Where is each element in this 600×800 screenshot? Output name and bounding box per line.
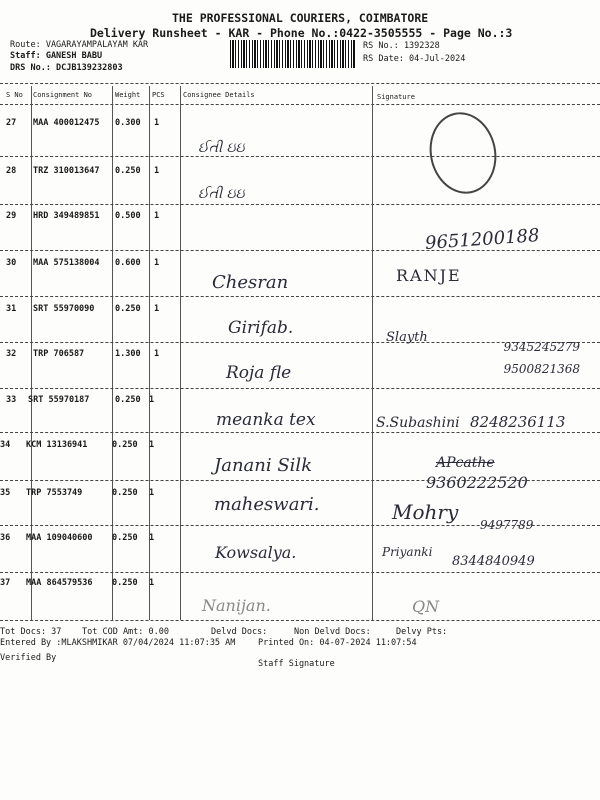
column-line: [180, 86, 181, 620]
handwritten-signature: QN: [412, 597, 440, 616]
staff-label: Staff: GANESH BABU: [10, 51, 103, 61]
divider: [0, 104, 600, 105]
row-divider: [0, 204, 600, 205]
handwritten-consignee: Kowsalya.: [215, 543, 297, 562]
delivered-docs: Delvd Docs:: [211, 627, 268, 637]
row-sno: 37: [0, 578, 11, 588]
handwritten-phone: 9651200188: [424, 225, 541, 254]
printed-on: Printed On: 04-07-2024 11:07:54: [258, 638, 417, 648]
row-consignment: SRT 55970187: [28, 395, 90, 405]
handwritten-signature: Slayth: [386, 330, 428, 345]
runsheet-subtitle: Delivery Runsheet - KAR - Phone No.:0422-3505555 - Page No.:3: [90, 26, 513, 40]
handwritten-phone: 9497789: [480, 518, 534, 532]
row-divider: [0, 620, 600, 621]
handwritten-consignee: Roja fle: [226, 363, 292, 383]
row-consignment: MAA 400012475: [33, 118, 100, 128]
row-weight: 0.250: [112, 578, 138, 588]
row-pcs: 1: [154, 258, 160, 268]
row-weight: 0.300: [115, 118, 141, 128]
handwritten-phone: 9345245279 9500821368: [503, 340, 580, 376]
row-pcs: 1: [154, 211, 160, 221]
row-divider: [0, 296, 600, 297]
verified-by: Verified By: [0, 653, 57, 663]
handwritten-signature: Priyanki: [382, 545, 433, 559]
column-line: [372, 86, 373, 620]
row-pcs: 1: [149, 488, 155, 498]
row-divider: [0, 432, 600, 433]
handwritten-consignee: maheswari.: [214, 494, 320, 515]
row-weight: 0.250: [115, 304, 141, 314]
row-weight: 0.250: [112, 533, 138, 543]
handwritten-signature: S.Subashini: [376, 415, 460, 431]
row-weight: 0.600: [115, 258, 141, 268]
route-label: Route: VAGARAYAMPALAYAM KAR: [10, 40, 149, 50]
row-divider: [0, 250, 600, 251]
handwritten-consignee: meanka tex: [216, 410, 316, 430]
row-consignment: MAA 109040600: [26, 533, 93, 543]
row-divider: [0, 480, 600, 481]
row-weight: 0.250: [115, 395, 141, 405]
col-consignee: Consignee Details: [183, 91, 255, 99]
row-sno: 33: [6, 395, 17, 405]
row-pcs: 1: [154, 166, 160, 176]
col-pcs: PCS: [152, 91, 165, 99]
row-weight: 0.250: [112, 440, 138, 450]
company-title: THE PROFESSIONAL COURIERS, COIMBATORE: [172, 11, 429, 25]
handwritten-signature: APcathe: [436, 455, 495, 471]
row-divider: [0, 388, 600, 389]
row-consignment: TRP 706587: [33, 349, 85, 359]
barcode: [230, 40, 356, 68]
row-weight: 0.500: [115, 211, 141, 221]
row-consignment: HRD 349489851: [33, 211, 100, 221]
row-sno: 32: [6, 349, 17, 359]
row-pcs: 1: [149, 440, 155, 450]
handwritten-consignee: ઈતી ઇઇ: [198, 186, 245, 202]
row-consignment: MAA 864579536: [26, 578, 93, 588]
handwritten-signature: Mohry: [392, 500, 459, 524]
row-consignment: TRZ 310013647: [33, 166, 100, 176]
handwritten-consignee: Nanijan.: [202, 596, 271, 615]
row-sno: 27: [6, 118, 17, 128]
row-weight: 0.250: [115, 166, 141, 176]
delivery-points: Delvy Pts:: [396, 627, 448, 637]
row-weight: 1.300: [115, 349, 141, 359]
handwritten-signature: RANJE: [396, 266, 462, 285]
row-sno: 29: [6, 211, 17, 221]
row-consignment: KCM 13136941: [26, 440, 88, 450]
row-consignment: MAA 575138004: [33, 258, 100, 268]
total-docs: Tot Docs: 37: [0, 627, 62, 637]
staff-signature: Staff Signature: [258, 659, 335, 669]
handwritten-consignee: ઈતી ઇઇ: [198, 140, 245, 156]
row-pcs: 1: [149, 533, 155, 543]
rs-number: RS No.: 1392328: [363, 41, 440, 51]
row-weight: 0.250: [112, 488, 138, 498]
handwritten-consignee: Chesran: [212, 272, 289, 293]
row-sno: 31: [6, 304, 17, 314]
col-sno: S No: [6, 91, 23, 99]
total-cod-amount: Tot COD Amt: 0.00: [82, 627, 169, 637]
stamp-seal: [422, 106, 504, 200]
row-divider: [0, 525, 600, 526]
row-sno: 36: [0, 533, 11, 543]
row-pcs: 1: [154, 118, 160, 128]
handwritten-phone: 8248236113: [470, 413, 566, 431]
row-divider: [0, 572, 600, 573]
handwritten-phone: 8344840949: [452, 554, 535, 569]
divider: [0, 83, 600, 84]
row-consignment: TRP 7553749: [26, 488, 83, 498]
row-consignment: SRT 55970090: [33, 304, 95, 314]
row-pcs: 1: [149, 578, 155, 588]
col-signature: Signature: [377, 93, 415, 101]
row-sno: 28: [6, 166, 17, 176]
row-pcs: 1: [149, 395, 155, 405]
handwritten-consignee: Girifab.: [228, 318, 294, 338]
row-divider: [0, 156, 600, 157]
row-pcs: 1: [154, 349, 160, 359]
row-sno: 34: [0, 440, 11, 450]
col-consignment: Consignment No: [33, 91, 93, 99]
rs-date: RS Date: 04-Jul-2024: [363, 54, 466, 64]
non-delivered-docs: Non Delvd Docs:: [294, 627, 371, 637]
entered-by: Entered By :MLAKSHMIKAR 07/04/2024 11:07:35 AM: [0, 638, 236, 648]
row-pcs: 1: [154, 304, 160, 314]
drs-number: DRS No.: DCJB139232803: [10, 63, 123, 73]
row-sno: 30: [6, 258, 17, 268]
col-weight: Weight: [115, 91, 141, 99]
handwritten-phone: 9360222520: [426, 473, 528, 492]
handwritten-consignee: Janani Silk: [214, 455, 313, 476]
row-sno: 35: [0, 488, 11, 498]
